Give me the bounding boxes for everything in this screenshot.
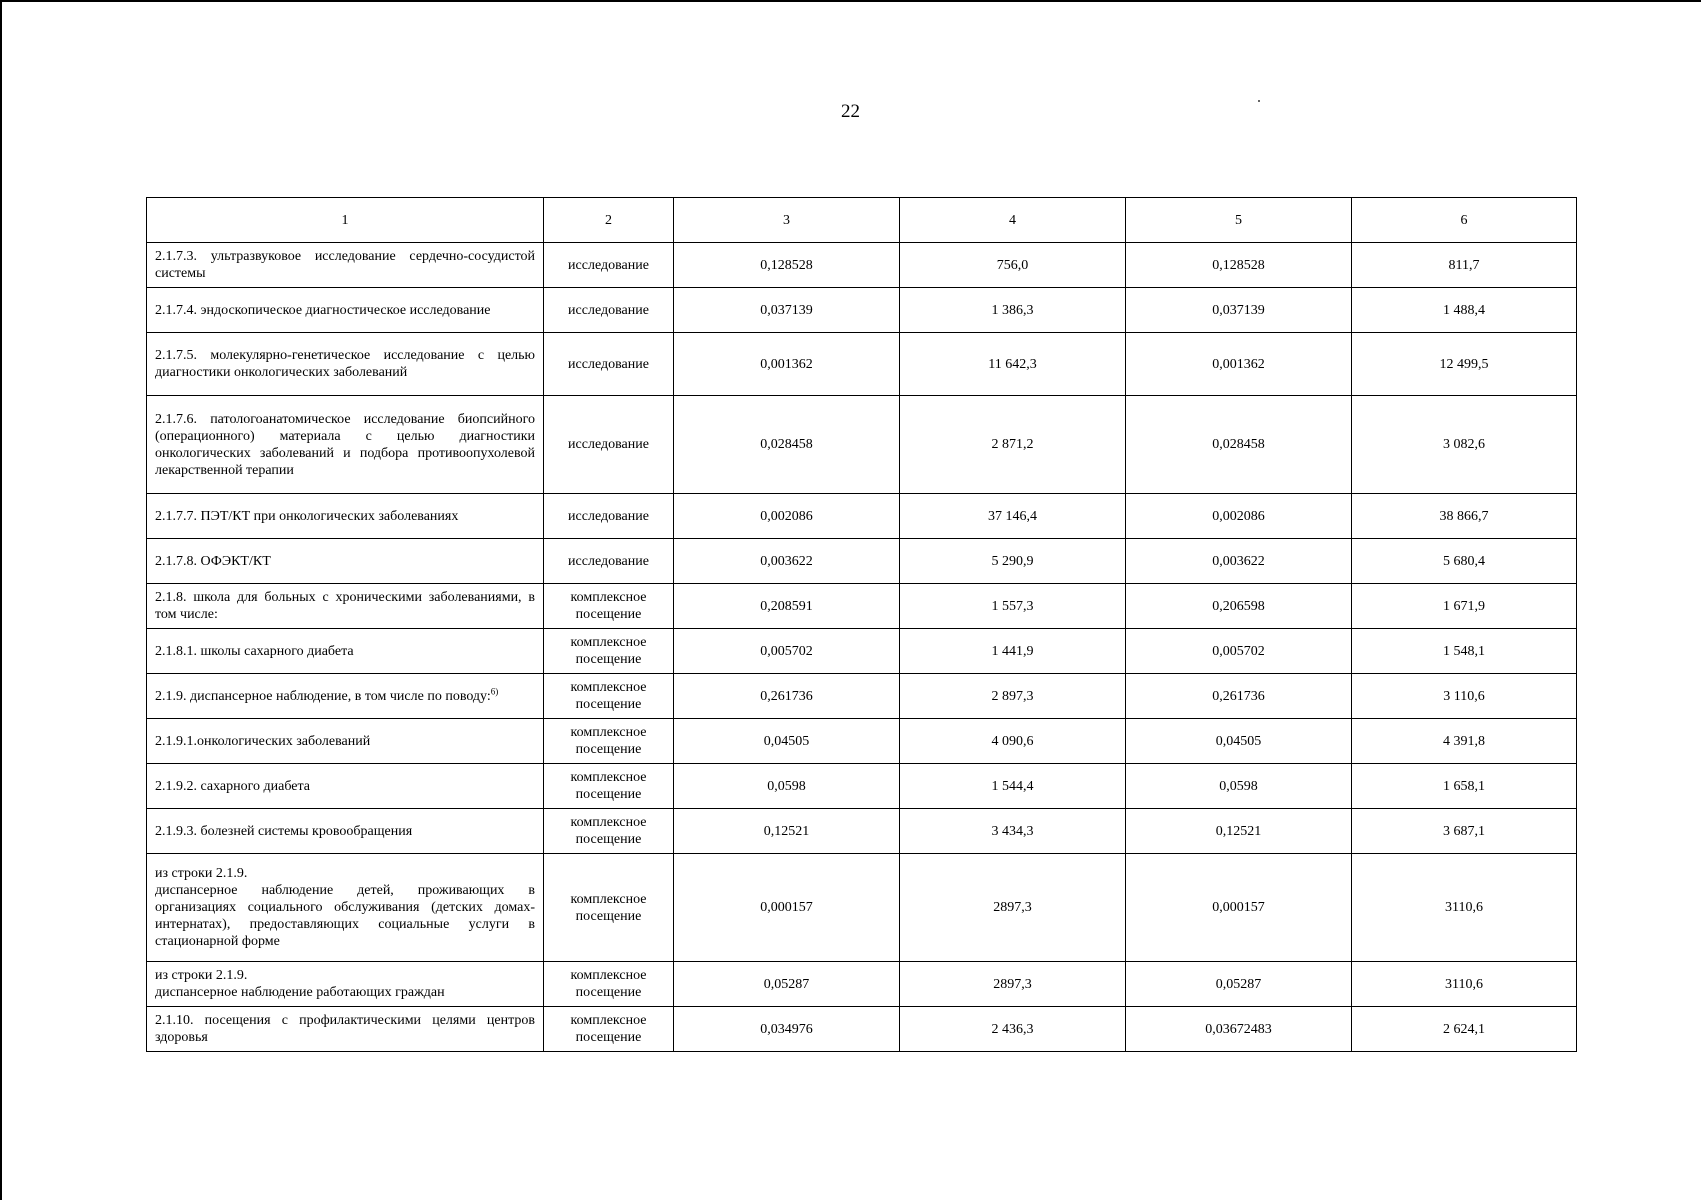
- row-unit: исследование: [544, 396, 674, 494]
- table-row: [147, 719, 1577, 764]
- row-unit: комплексное посещение: [544, 719, 674, 764]
- row-value: 0,0598: [1126, 764, 1352, 809]
- row-value: 0,05287: [1126, 962, 1352, 1007]
- row-unit: комплексное посещение: [544, 962, 674, 1007]
- row-value: 3110,6: [1352, 962, 1577, 1007]
- row-value: 0,028458: [674, 396, 900, 494]
- row-value: 2 871,2: [900, 396, 1126, 494]
- table-row: [147, 854, 1577, 962]
- row-value: 0,000157: [674, 854, 900, 962]
- row-value: 0,003622: [674, 539, 900, 584]
- row-value: 0,001362: [1126, 333, 1352, 396]
- column-header: 3: [674, 198, 900, 243]
- table-row: [147, 494, 1577, 539]
- row-value: 12 499,5: [1352, 333, 1577, 396]
- row-value: 5 680,4: [1352, 539, 1577, 584]
- row-unit: комплексное посещение: [544, 809, 674, 854]
- table-row: [147, 288, 1577, 333]
- table-row: [147, 674, 1577, 719]
- table-header-row: [147, 198, 1577, 243]
- row-value: 1 671,9: [1352, 584, 1577, 629]
- row-name: 2.1.7.7. ПЭТ/КТ при онкологических заболеваниях: [147, 494, 544, 539]
- row-value: 0,12521: [1126, 809, 1352, 854]
- row-name: 2.1.9.2. сахарного диабета: [147, 764, 544, 809]
- row-name: 2.1.9.1.онкологических заболеваний: [147, 719, 544, 764]
- row-value: 4 391,8: [1352, 719, 1577, 764]
- row-value: 756,0: [900, 243, 1126, 288]
- table-row: [147, 396, 1577, 494]
- row-value: 0,037139: [1126, 288, 1352, 333]
- row-value: 1 488,4: [1352, 288, 1577, 333]
- tariff-table: [146, 197, 1577, 1052]
- row-value: 0,12521: [674, 809, 900, 854]
- row-unit: комплексное посещение: [544, 674, 674, 719]
- row-value: 1 548,1: [1352, 629, 1577, 674]
- row-name: 2.1.7.6. патологоанатомическое исследование биопсийного (операционного) материала с целью диагностики онкологических заболеваний и подбора противоопухолевой лекарственной терапии: [147, 396, 544, 494]
- column-header: 6: [1352, 198, 1577, 243]
- row-value: 0,05287: [674, 962, 900, 1007]
- row-value: 0,261736: [1126, 674, 1352, 719]
- row-name: 2.1.7.3. ультразвуковое исследование сердечно-сосудистой системы: [147, 243, 544, 288]
- row-value: 0,034976: [674, 1007, 900, 1052]
- row-value: 811,7: [1352, 243, 1577, 288]
- row-value: 2897,3: [900, 962, 1126, 1007]
- table-row: [147, 629, 1577, 674]
- row-name: диспансерное наблюдение работающих граждан: [155, 985, 445, 1000]
- table-row: [147, 962, 1577, 1007]
- scan-speck: [1258, 100, 1260, 102]
- row-value: 0,001362: [674, 333, 900, 396]
- row-value: 0,002086: [674, 494, 900, 539]
- row-value: 1 557,3: [900, 584, 1126, 629]
- column-header: 4: [900, 198, 1126, 243]
- row-value: 0,0598: [674, 764, 900, 809]
- column-header: 2: [544, 198, 674, 243]
- row-value: 3 082,6: [1352, 396, 1577, 494]
- row-value: 2897,3: [900, 854, 1126, 962]
- row-value: 0,128528: [674, 243, 900, 288]
- footnote-marker: 6): [490, 685, 499, 696]
- row-name: диспансерное наблюдение детей, проживающих в организациях социального обслуживания (детских домах-интернатах), предоставляющих социальные услуги в стационарной форме: [155, 883, 535, 949]
- table-row: [147, 243, 1577, 288]
- row-value: 0,04505: [1126, 719, 1352, 764]
- row-value: 1 658,1: [1352, 764, 1577, 809]
- row-name-lead: из строки 2.1.9.: [155, 866, 248, 881]
- page-number: 22: [841, 101, 860, 122]
- row-value: 3 110,6: [1352, 674, 1577, 719]
- row-value: 5 290,9: [900, 539, 1126, 584]
- row-unit: комплексное посещение: [544, 764, 674, 809]
- row-unit: комплексное посещение: [544, 1007, 674, 1052]
- row-unit: комплексное посещение: [544, 584, 674, 629]
- row-value: 0,005702: [674, 629, 900, 674]
- row-value: 1 544,4: [900, 764, 1126, 809]
- row-name-lead: из строки 2.1.9.: [155, 968, 248, 983]
- table-row: [147, 809, 1577, 854]
- row-value: 37 146,4: [900, 494, 1126, 539]
- row-unit: исследование: [544, 243, 674, 288]
- row-name: 2.1.7.4. эндоскопическое диагностическое исследование: [147, 288, 544, 333]
- row-value: 1 386,3: [900, 288, 1126, 333]
- table-row: [147, 333, 1577, 396]
- column-header: 5: [1126, 198, 1352, 243]
- row-unit: исследование: [544, 494, 674, 539]
- row-value: 4 090,6: [900, 719, 1126, 764]
- row-value: 1 441,9: [900, 629, 1126, 674]
- row-value: 0,005702: [1126, 629, 1352, 674]
- row-value: 0,261736: [674, 674, 900, 719]
- row-name: 2.1.9. диспансерное наблюдение, в том числе по поводу:: [155, 688, 491, 704]
- row-value: 11 642,3: [900, 333, 1126, 396]
- row-unit: исследование: [544, 539, 674, 584]
- row-value: 0,028458: [1126, 396, 1352, 494]
- row-value: 3 434,3: [900, 809, 1126, 854]
- row-value: 0,000157: [1126, 854, 1352, 962]
- row-value: 2 436,3: [900, 1007, 1126, 1052]
- row-name: 2.1.7.8. ОФЭКТ/КТ: [147, 539, 544, 584]
- row-value: 0,003622: [1126, 539, 1352, 584]
- row-name-cell: [147, 962, 544, 1007]
- table-row: [147, 764, 1577, 809]
- row-value: 3110,6: [1352, 854, 1577, 962]
- row-unit: исследование: [544, 288, 674, 333]
- row-name-cell: [147, 674, 544, 719]
- row-value: 2 624,1: [1352, 1007, 1577, 1052]
- table-row: [147, 539, 1577, 584]
- row-value: 0,03672483: [1126, 1007, 1352, 1052]
- row-value: 0,037139: [674, 288, 900, 333]
- row-value: 0,04505: [674, 719, 900, 764]
- column-header: 1: [147, 198, 544, 243]
- table-row: [147, 1007, 1577, 1052]
- row-name: 2.1.8.1. школы сахарного диабета: [147, 629, 544, 674]
- row-name: 2.1.7.5. молекулярно-генетическое исследование с целью диагностики онкологических заболеваний: [147, 333, 544, 396]
- row-value: 0,002086: [1126, 494, 1352, 539]
- row-name: 2.1.9.3. болезней системы кровообращения: [147, 809, 544, 854]
- row-value: 38 866,7: [1352, 494, 1577, 539]
- row-unit: исследование: [544, 333, 674, 396]
- row-value: 2 897,3: [900, 674, 1126, 719]
- row-value: 3 687,1: [1352, 809, 1577, 854]
- row-unit: комплексное посещение: [544, 854, 674, 962]
- row-value: 0,208591: [674, 584, 900, 629]
- row-name: 2.1.10. посещения с профилактическими целями центров здоровья: [147, 1007, 544, 1052]
- row-name-cell: [147, 854, 544, 962]
- row-value: 0,128528: [1126, 243, 1352, 288]
- row-name: 2.1.8. школа для больных с хроническими заболеваниями, в том числе:: [147, 584, 544, 629]
- row-value: 0,206598: [1126, 584, 1352, 629]
- row-unit: комплексное посещение: [544, 629, 674, 674]
- table-row: [147, 584, 1577, 629]
